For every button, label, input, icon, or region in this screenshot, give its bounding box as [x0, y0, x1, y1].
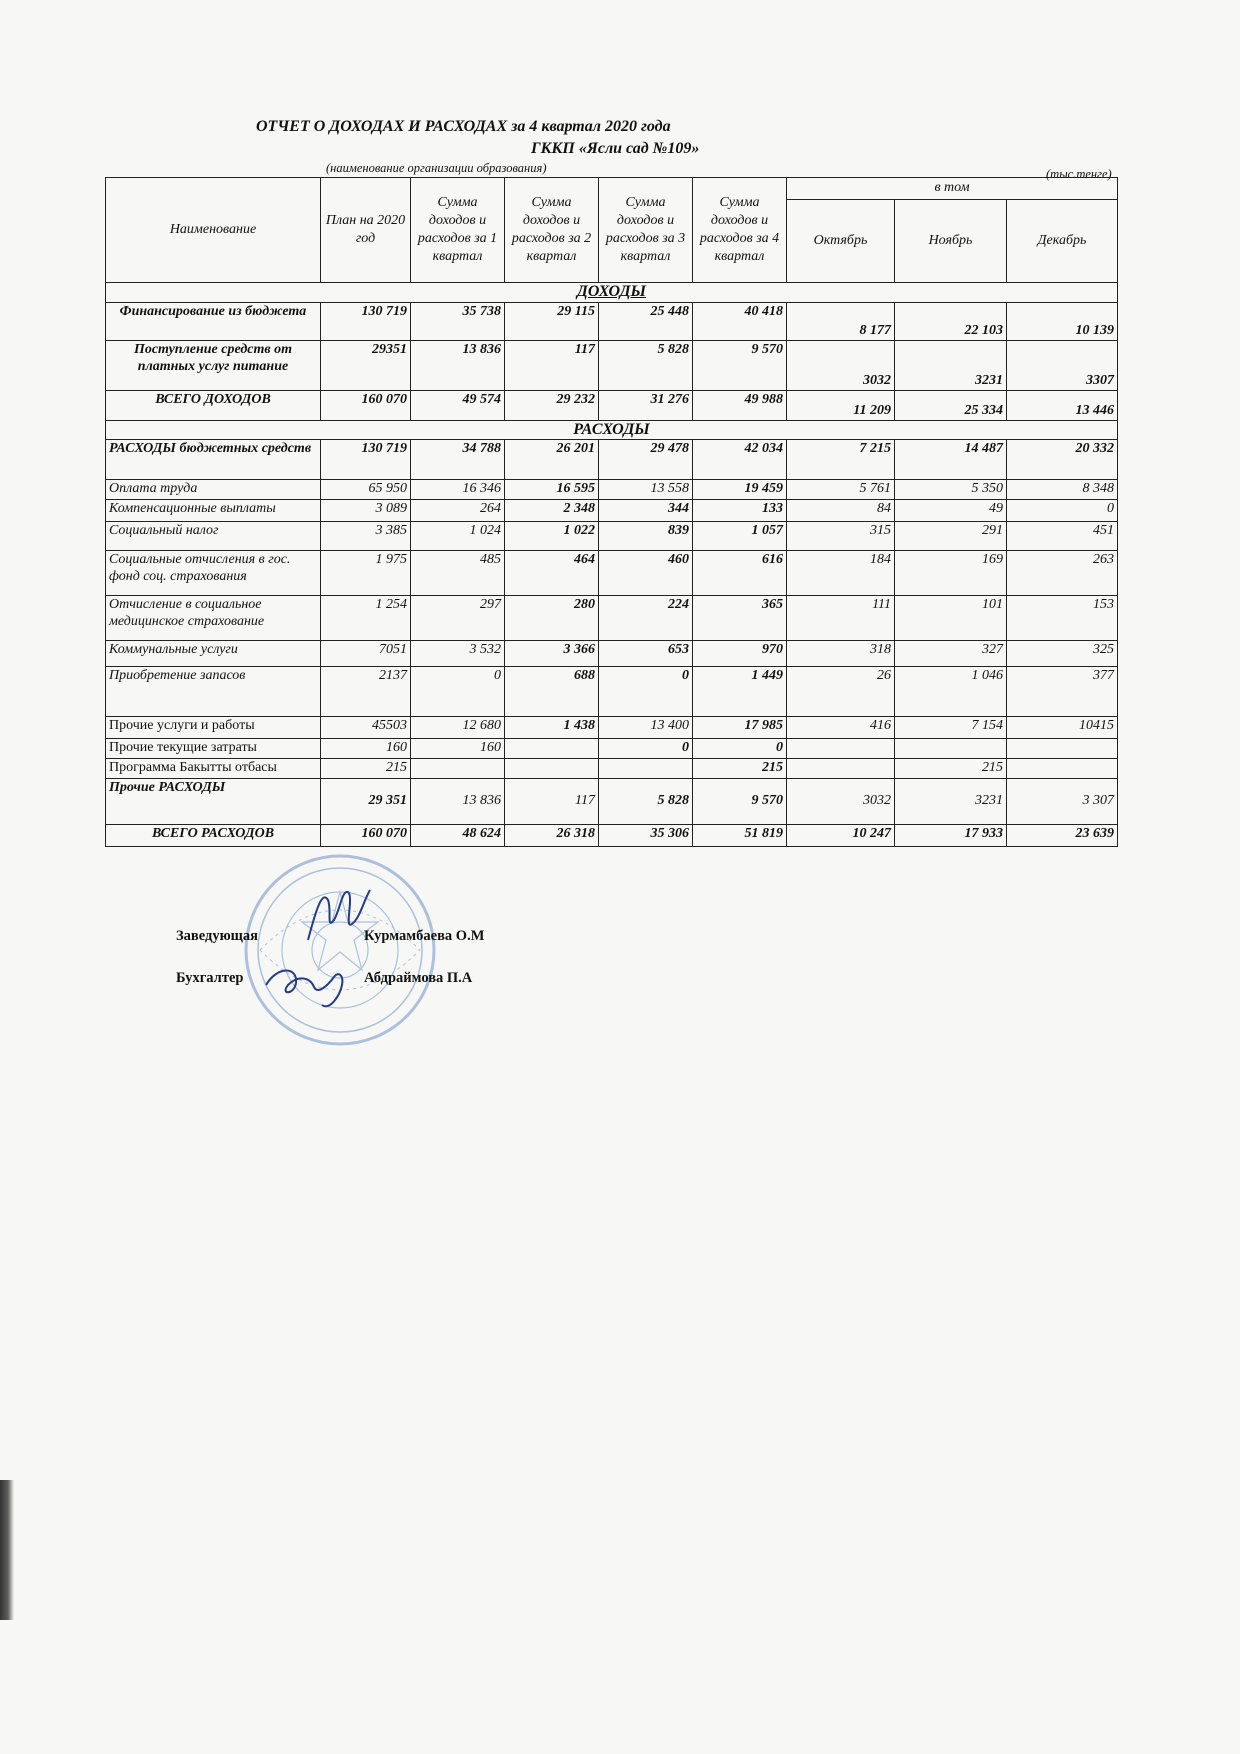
expense-row-cell: 8 348	[1007, 480, 1118, 500]
expense-row-cell: 970	[693, 641, 787, 667]
expense-row-cell: 42 034	[693, 440, 787, 480]
expense-row	[106, 500, 1118, 522]
director-signature-row	[176, 928, 596, 970]
expense-row-cell: 160	[411, 739, 505, 759]
scan-edge-shadow	[0, 1480, 14, 1620]
income-row-name: Поступление средств от платных услуг питание	[106, 341, 321, 391]
expense-row-cell: 45503	[321, 717, 411, 739]
expense-row-cell: 14 487	[895, 440, 1007, 480]
expense-row-cell: 1 024	[411, 522, 505, 551]
expense-row-cell: 3 089	[321, 500, 411, 522]
expense-row-cell: 5 350	[895, 480, 1007, 500]
expense-row-cell: 3 307	[1007, 778, 1118, 824]
expense-row	[106, 522, 1118, 551]
income-row-cell: 13 446	[1007, 391, 1118, 421]
expense-row-cell: 16 595	[505, 480, 599, 500]
organization-name: ГККП «Ясли сад №109»	[531, 140, 700, 157]
expense-row-cell	[1007, 759, 1118, 779]
expense-row-cell: 160 070	[321, 824, 411, 846]
income-row	[106, 391, 1118, 421]
expense-row-cell: 1 057	[693, 522, 787, 551]
expense-row-cell: 344	[599, 500, 693, 522]
income-row-cell: 3032	[787, 341, 895, 391]
income-row-cell: 49 988	[693, 391, 787, 421]
income-row-cell: 11 209	[787, 391, 895, 421]
director-name: Курмамбаева О.М	[364, 928, 485, 944]
expense-row-cell: 3231	[895, 778, 1007, 824]
expense-row	[106, 641, 1118, 667]
expense-row-cell: 3032	[787, 778, 895, 824]
expense-row-cell: 215	[693, 759, 787, 779]
expense-row-cell: 0	[599, 739, 693, 759]
income-row-cell: 3307	[1007, 341, 1118, 391]
expense-row-name: Прочие РАСХОДЫ	[106, 778, 321, 824]
expense-row	[106, 596, 1118, 641]
expense-row-cell: 485	[411, 551, 505, 596]
income-row-cell: 13 836	[411, 341, 505, 391]
expense-row-cell: 0	[693, 739, 787, 759]
income-row-cell: 22 103	[895, 303, 1007, 341]
expense-row-cell: 23 639	[1007, 824, 1118, 846]
expense-row-cell: 2137	[321, 667, 411, 717]
expense-row	[106, 667, 1118, 717]
expense-row-cell: 616	[693, 551, 787, 596]
header-october: Октябрь	[787, 200, 895, 283]
expense-row-cell: 17 985	[693, 717, 787, 739]
expense-row-cell: 325	[1007, 641, 1118, 667]
expense-row-cell: 3 385	[321, 522, 411, 551]
header-november: Ноябрь	[895, 200, 1007, 283]
expense-row-cell	[411, 759, 505, 779]
expense-row-cell: 169	[895, 551, 1007, 596]
expense-row-cell: 19 459	[693, 480, 787, 500]
expense-row-name: ВСЕГО РАСХОДОВ	[106, 824, 321, 846]
header-plan: План на 2020 год	[321, 178, 411, 283]
expense-row-name: Прочие услуги и работы	[106, 717, 321, 739]
expense-rows	[106, 440, 1118, 847]
report-title: ОТЧЕТ О ДОХОДАХ И РАСХОДАХ за 4 квартал 2020 года	[256, 118, 671, 135]
expense-row-cell: 3 366	[505, 641, 599, 667]
expense-row-cell: 13 400	[599, 717, 693, 739]
expense-row-cell: 133	[693, 500, 787, 522]
expense-row-cell: 215	[895, 759, 1007, 779]
header-december: Декабрь	[1007, 200, 1118, 283]
expense-row-cell: 13 836	[411, 778, 505, 824]
income-row-cell: 31 276	[599, 391, 693, 421]
expense-row-cell: 153	[1007, 596, 1118, 641]
expense-row-name: Компенсационные выплаты	[106, 500, 321, 522]
expense-row-cell: 34 788	[411, 440, 505, 480]
expense-row-cell: 1 975	[321, 551, 411, 596]
income-row-name: ВСЕГО ДОХОДОВ	[106, 391, 321, 421]
expense-row-cell: 315	[787, 522, 895, 551]
expense-row-cell: 839	[599, 522, 693, 551]
expense-row-cell: 297	[411, 596, 505, 641]
expense-row	[106, 480, 1118, 500]
expense-row	[106, 440, 1118, 480]
income-row-cell: 3231	[895, 341, 1007, 391]
expense-row-cell: 26 318	[505, 824, 599, 846]
income-section-heading: ДОХОДЫ	[106, 283, 1118, 303]
expense-row-cell: 416	[787, 717, 895, 739]
expense-row-name: Прочие текущие затраты	[106, 739, 321, 759]
income-row-cell: 9 570	[693, 341, 787, 391]
header-q4: Сумма доходов и расходов за 4 квартал	[693, 178, 787, 283]
income-row-cell: 130 719	[321, 303, 411, 341]
income-row	[106, 341, 1118, 391]
expense-row-cell: 224	[599, 596, 693, 641]
expense-row-name: Приобретение запасов	[106, 667, 321, 717]
organization-caption: (наименование организации образования)	[326, 161, 547, 175]
expense-row-cell: 160	[321, 739, 411, 759]
expense-row-cell: 215	[321, 759, 411, 779]
expense-row-cell: 365	[693, 596, 787, 641]
income-row-name: Финансирование из бюджета	[106, 303, 321, 341]
income-row-cell: 8 177	[787, 303, 895, 341]
expense-row-cell: 377	[1007, 667, 1118, 717]
expense-row-cell	[505, 739, 599, 759]
expense-row-cell: 111	[787, 596, 895, 641]
expense-row-cell: 264	[411, 500, 505, 522]
accountant-signature-row	[176, 970, 596, 1012]
expense-row-cell: 5 761	[787, 480, 895, 500]
expense-row	[106, 824, 1118, 846]
expense-row-cell: 3 532	[411, 641, 505, 667]
expense-row-cell: 7051	[321, 641, 411, 667]
accountant-role: Бухгалтер	[176, 970, 244, 986]
expense-row-cell: 7 215	[787, 440, 895, 480]
header-q1: Сумма доходов и расходов за 1 квартал	[411, 178, 505, 283]
expense-row-cell: 1 438	[505, 717, 599, 739]
expense-section-heading: РАСХОДЫ	[106, 421, 1118, 440]
expense-row-cell	[1007, 739, 1118, 759]
expense-row-cell: 117	[505, 778, 599, 824]
header-including: в том	[787, 178, 1118, 200]
expense-row	[106, 778, 1118, 824]
expense-row-name: Социальный налог	[106, 522, 321, 551]
header-q3: Сумма доходов и расходов за 3 квартал	[599, 178, 693, 283]
expense-row-cell: 101	[895, 596, 1007, 641]
director-role: Заведующая	[176, 928, 258, 944]
header-name: Наименование	[106, 178, 321, 283]
expense-row-cell: 280	[505, 596, 599, 641]
expense-row-name: Отчисление в социальное медицинское страхование	[106, 596, 321, 641]
expense-row-cell: 7 154	[895, 717, 1007, 739]
income-row-cell: 5 828	[599, 341, 693, 391]
expense-row-cell: 29 351	[321, 778, 411, 824]
expense-row-cell: 1 046	[895, 667, 1007, 717]
income-row-cell: 29 115	[505, 303, 599, 341]
income-row-cell: 29351	[321, 341, 411, 391]
expense-row-cell: 48 624	[411, 824, 505, 846]
expense-row-cell: 84	[787, 500, 895, 522]
expense-row-cell: 0	[411, 667, 505, 717]
expense-row-cell: 130 719	[321, 440, 411, 480]
income-rows	[106, 303, 1118, 421]
expense-row-cell: 16 346	[411, 480, 505, 500]
expense-row-cell: 26 201	[505, 440, 599, 480]
expense-row-cell: 2 348	[505, 500, 599, 522]
expense-row-cell: 10415	[1007, 717, 1118, 739]
expense-row-cell	[787, 759, 895, 779]
expense-row-cell: 29 478	[599, 440, 693, 480]
expense-row-cell: 0	[599, 667, 693, 717]
expense-row-name: Социальные отчисления в гос. фонд соц. страхования	[106, 551, 321, 596]
expense-row-cell: 17 933	[895, 824, 1007, 846]
income-row	[106, 303, 1118, 341]
expense-row-cell: 291	[895, 522, 1007, 551]
expense-row-cell: 653	[599, 641, 693, 667]
expense-row-cell: 1 254	[321, 596, 411, 641]
expense-row-cell	[505, 759, 599, 779]
income-row-cell: 25 448	[599, 303, 693, 341]
expense-row-cell	[787, 739, 895, 759]
expense-row-cell: 327	[895, 641, 1007, 667]
expense-row-cell: 1 022	[505, 522, 599, 551]
expense-row-cell: 1 449	[693, 667, 787, 717]
expense-row-cell: 464	[505, 551, 599, 596]
expense-row-name: Коммунальные услуги	[106, 641, 321, 667]
expense-row-cell: 451	[1007, 522, 1118, 551]
expense-row-cell: 13 558	[599, 480, 693, 500]
expense-row-cell: 51 819	[693, 824, 787, 846]
units-label: (тыс.тенге)	[1046, 167, 1112, 181]
expense-row-cell: 49	[895, 500, 1007, 522]
expense-row-cell: 20 332	[1007, 440, 1118, 480]
expense-row-cell: 5 828	[599, 778, 693, 824]
expense-row-cell: 9 570	[693, 778, 787, 824]
expense-row-cell: 0	[1007, 500, 1118, 522]
expense-row-cell: 26	[787, 667, 895, 717]
income-row-cell: 10 139	[1007, 303, 1118, 341]
income-row-cell: 117	[505, 341, 599, 391]
signatures-block	[176, 928, 596, 1012]
income-expense-table	[105, 177, 1118, 847]
income-row-cell: 25 334	[895, 391, 1007, 421]
header-q2: Сумма доходов и расходов за 2 квартал	[505, 178, 599, 283]
expense-row-cell: 65 950	[321, 480, 411, 500]
expense-row-cell: 10 247	[787, 824, 895, 846]
income-row-cell: 35 738	[411, 303, 505, 341]
expense-row	[106, 717, 1118, 739]
expense-row-cell: 688	[505, 667, 599, 717]
expense-row-cell: 460	[599, 551, 693, 596]
income-row-cell: 29 232	[505, 391, 599, 421]
income-row-cell: 49 574	[411, 391, 505, 421]
expense-row	[106, 739, 1118, 759]
expense-row-name: Программа Бакытты отбасы	[106, 759, 321, 779]
accountant-name: Абдраймова П.А	[364, 970, 473, 986]
expense-row-cell: 12 680	[411, 717, 505, 739]
expense-row-cell: 35 306	[599, 824, 693, 846]
expense-row	[106, 759, 1118, 779]
expense-row-cell: 263	[1007, 551, 1118, 596]
expense-row-cell: 318	[787, 641, 895, 667]
expense-row	[106, 551, 1118, 596]
expense-row-name: Оплата труда	[106, 480, 321, 500]
expense-row-cell	[895, 739, 1007, 759]
expense-row-cell	[599, 759, 693, 779]
expense-row-name: РАСХОДЫ бюджетных средств	[106, 440, 321, 480]
income-row-cell: 160 070	[321, 391, 411, 421]
income-row-cell: 40 418	[693, 303, 787, 341]
expense-row-cell: 184	[787, 551, 895, 596]
